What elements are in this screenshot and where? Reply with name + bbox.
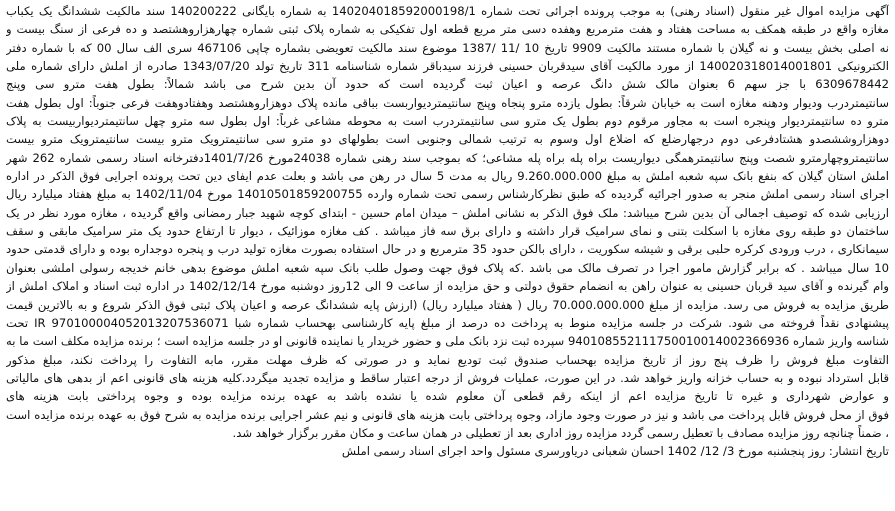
notice-line-8: دوهزاروششصدو هشتادفرعی دوم درجهارضلع که اضلاع اول وسوم به ترتیب شمالی وجنوبی است بطولهای دو مترو سی سانتیمترویک مترو بیست سانتیمترویک مترو بیست — [6, 132, 889, 147]
notice-line-18: پیشنهادی نقداً فروخته می شود. شرکت در جلسه مزایده منوط به پرداخت ده درصد از مبلغ پایه کارشناسی بهحساب شماره شبا IR 970100004052013207536071 تحت — [6, 315, 889, 330]
notice-line-19: شناسه واریز شماره 940108552111750010014002366936 سپرده ثبت نزد بانک ملی و حضور خریدار یا نماینده قانونی او در جلسه مزایده است ؛ برنده مزایده مکلف است ما به — [6, 334, 889, 349]
notice-line-2: مغازه واقع در طبقه همکف به مساحت هفتاد و هفت مترمربع وهفده دسی متر مربع قطعه اول تفکیکی به شماره پلاک ثبتی شماره چهارهزاروهشتصد و ده فرعی از سنگ بیست و — [6, 22, 889, 37]
notice-line-22: و عوارض شهرداری و غیره تا تاریخ مزایده اعم از اینکه رقم قطعی آن معلوم شده یا نشده باشد به عهده برنده مزایده بوده و وجوه پرداختی بابت هزینه های — [6, 389, 889, 404]
notice-line-24: ، ضمناً چنانچه روز مزایده مصادف با تعطیل رسمی گردد مزایده روز اداری بعد از تعطیلی در همان ساعت و مکان مقرر برگزار خواهد شد. — [232, 425, 889, 440]
notice-line-21: قابل استرداد نبوده و به حساب خزانه واریز خواهد شد. در این صورت، عملیات فروش از درجه اعتبار ساقط و مزایده تجدید میگردد.کلیه هزینه های قانونی اعم از بدهی های مالیاتی — [6, 370, 889, 385]
notice-line-9: سانتیمتروچهارمترو شصت وپنج سانتیمترهمگی دیواریست براه پله براه پله مشاعی؛ که بموجب سند رهنی شماره 24038مورخ 1401/7/26دفترخانه اسناد رسمی شماره 262 شهر — [6, 150, 889, 165]
notice-line-16: وام گیرنده و آقای سید قربان حسینی به عنوان راهن به انضمام حقوق دولتی و حق مزایده از ساعت 9 الی 12روز دوشنبه مورخ 1402/12/14 در اداره ثبت اسناد و املاک املش از — [6, 279, 889, 294]
notice-line-20: التفاوت مبلغ فروش را ظرف پنج روز از تاریخ مزایده بهحساب صندوق ثبت تودیع نماید و در صورتی که ظرف مهلت مقرر، مابه التفاوت را پرداخت نکند، مبلغ مذکور — [6, 352, 889, 367]
notice-line-11: اجرای اسناد رسمی املش منجر به صدور اجرائیه گردیده که طبق نظرکارشناس رسمی تحت شماره وارده 14010501859200755 مورخ 1402/11/04 به مبلغ هفتاد میلیارد ریال — [6, 187, 889, 202]
notice-publication-line: تاریخ انتشار: روز پنجشنبه مورخ 3/ 12/ 1402 احسان شعبانی دریاورسری مسئول واحد اجرای اسناد رسمی املش — [341, 444, 889, 459]
notice-line-15: 10 سال میباشد . که برابر گزارش مامور اجرا در تصرف مالک می باشد .که پلاک فوق جهت وصول طلب بانک سپه شعبه املش موضوع بدهی خانم خدیجه رسولی املشی بعنوان — [6, 260, 889, 275]
notice-line-13: ساختمان دو طبقه روی مغازه با اسکلت بتنی و نمای سرامیک قرار داشته و دارای برق سه فاز میباشد . کف مغازه موزائیک ، دیوار تا ارتفاع حدود یک متر سرامیک مابقی و سقف — [6, 224, 889, 239]
notice-line-3: نه اصلی بخش بیست و نه گیلان با شماره مستند مالکیت 9909 تاریخ 10 /11 /1387 موضوع سند مالکیت تعویضی بشماره چاپی 467106 سری الف سال 00 که با شماره دفتر — [6, 40, 889, 55]
notice-line-6: سانتیمتردرب ودیوار ودهنه مغازه است به خیابان شرقاً: بطول یازده مترو پنجاه وپنج سانتیمتردیواربست بباقی مانده پلاک دوهزاروهشتصد وهفتادوهفت فرعی جنوباً: اول بطول هفت — [6, 95, 889, 110]
notice-line-7: مترو ده سانتیمتردیوار وپنجره است به مجاور مرقوم دوم بطول یک مترو سی سانتیمتردرب است به محوطه مشاعی غرباً: اول بطول سه مترو چهل سانتیمتردیواربیست به پلاک — [6, 114, 889, 129]
notice-line-12: ارزیابی شده که توصیف اجمالی آن بدین شرح میباشد: ملک فوق الذکر به نشانی املش – میدان امام حسین - ابتدای کوچه شهید جبار رمضانی واقع گردیده ، مغازه مورد نظر در یک — [6, 205, 889, 220]
notice-line-14: سیمانکاری ، درب ورودی کرکره حلبی برقی و شیشه سکوریت ، دارای بالکن حدود 35 مترمربع و در حال استفاده بصورت مغازه تولید درب و پنجره دوجداره بوده و دارای قدمتی حدود — [6, 242, 889, 257]
notice-line-5: 6309678442 با جز سهم 6 بعنوان مالک شش دانگ عرصه و اعیان ثبت گردیده است که حدود آن بدین شرح می باشد شمالاً: بطول هفت مترو سی وپنج — [6, 77, 889, 92]
notice-line-10: املش استان گیلان که بنفع بانک سپه شعبه املش به مبلغ 9.260.000.000 ریال به مدت 5 سال در رهن می باشد و بعلت عدم ایفای دین تحت پرونده اجرایی فوق الذکر در اداره — [6, 169, 889, 184]
notice-line-4: الکترونیکی 140020318014001801 از مورد مالکیت آقای سیدقربان حسینی فرزند سیدباقر شماره شناسنامه 311 تاریخ تولد 1343/07/20 صادره از املش دارای شماره ملی — [6, 59, 889, 74]
notice-line-23: فوق از محل فروش قابل پرداخت می باشد و نیز در صورت وجود مازاد، وجوه پرداختی بابت هزینه های قانونی و نیم عشر اجرایی برنده مزایده به شرح فوق به عهده برنده مزایده است — [6, 407, 889, 422]
notice-line-1: آگهی مزایده اموال غیر منقول (اسناد رهنی) به موجب پرونده اجرائی تحت شماره 140204018592000198/1 به شماره بایگانی 140200222 سند مالکیت ششدانگ یک یکباب — [6, 4, 889, 18]
notice-line-17: طریق مزایده به فروش می رسد. مزایده از مبلغ 70.000.000.000 ریال ( هفتاد میلیارد ریال) (ارزش پایه ششدانگ عرصه و اعیان پلاک ثبتی فوق الذکر شروع و به بالاترین قیمت — [6, 297, 889, 312]
